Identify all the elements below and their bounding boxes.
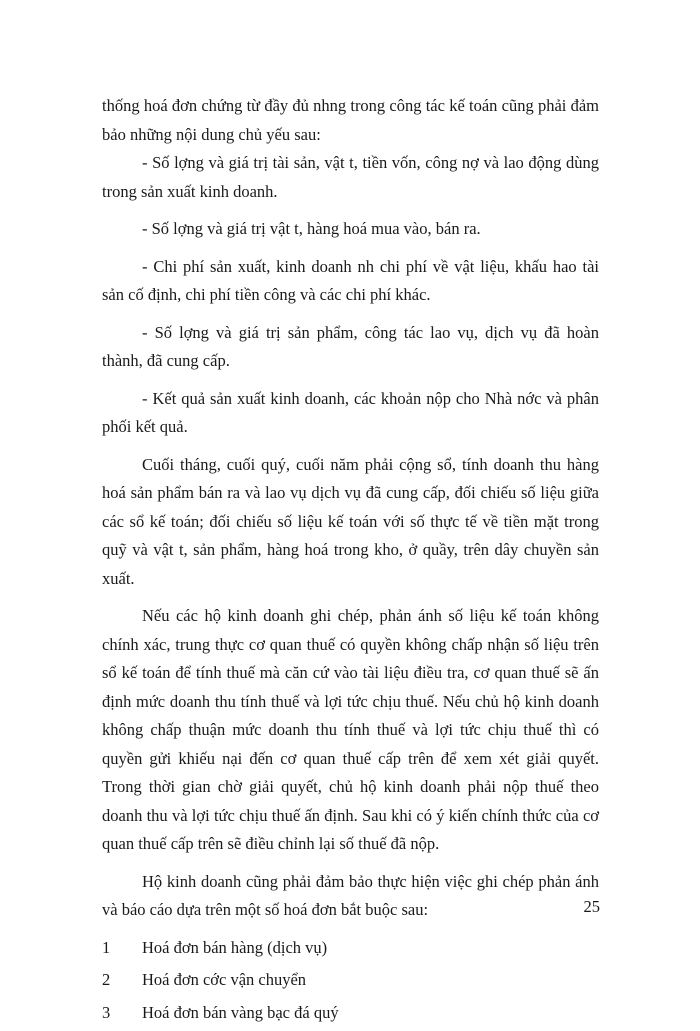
bullet-goods: - Số lợng và giá trị vật t, hàng hoá mua vào, bán ra. — [142, 219, 481, 238]
paragraph-invoices: Hộ kinh doanh cũng phải đảm bảo thực hiện việc ghi chép phản ánh và báo cáo dựa trên một số hoá đơn bắt buộc sau: — [102, 871, 599, 919]
list-item-number: 1 — [102, 937, 111, 957]
list-item-text: Hoá đơn cớc vận chuyển — [142, 970, 307, 989]
list-item — [102, 966, 599, 995]
bullet-products: - Số lợng và giá trị sản phẩm, công tác lao vụ, dịch vụ đã hoàn thành, đã cung cấp. — [102, 322, 599, 370]
list-item-number: 3 — [102, 1002, 111, 1022]
bullet-costs: - Chi phí sản xuất, kinh doanh nh chi phí về vật liệu, khấu hao tài sản cố định, chi phí tiền công và các chi phí khác. — [102, 256, 599, 304]
paragraph-period-end: Cuối tháng, cuối quý, cuối năm phải cộng sổ, tính doanh thu hàng hoá sản phẩm bán ra và lao vụ dịch vụ đã cung cấp, đối chiếu số liệu giữa các sổ kế toán; đối chiếu số liệu kế toán với số thực tế về tiền mặt trong quỹ và vật t, sản phẩm, hàng hoá trong kho, ở quầy, trên dây chuyền sản xuất. — [102, 454, 599, 588]
page-body — [102, 92, 599, 1031]
list-item-text: Hoá đơn bán vàng bạc đá quý — [142, 1002, 339, 1022]
bullet-results: - Kết quả sản xuất kinh doanh, các khoản nộp cho Nhà nớc và phân phối kết quả. — [102, 388, 599, 436]
list-item-number: 2 — [102, 970, 111, 989]
page-number: 25 — [583, 897, 600, 916]
bullet-assets: - Số lợng và giá trị tài sản, vật t, tiền vốn, công nợ và lao động dùng trong sản xuất kinh doanh. — [102, 153, 599, 201]
paragraph-intro: thống hoá đơn chứng từ đầy đủ nhng trong công tác kế toán cũng phải đảm bảo những nội dung chủ yếu sau: — [102, 96, 599, 144]
list-item-text: Hoá đơn bán hàng (dịch vụ) — [142, 937, 328, 957]
invoice-list — [102, 934, 599, 1028]
list-item — [102, 934, 599, 963]
paragraph-tax-authority: Nếu các hộ kinh doanh ghi chép, phản ánh số liệu kế toán không chính xác, trung thực cơ quan thuế có quyền không chấp nhận số liệu trên sổ kế toán để tính thuế mà căn cứ vào tài liệu điều tra, cơ quan thuế sẽ ấn định mức doanh thu tính thuế và lợi tức chịu thuế. Nếu chủ hộ kinh doanh không chấp thuận mức doanh thu tính thuế và lợi tức chịu thuế thì có quyền gửi khiếu nại đến cơ quan thuế cấp trên để xem xét giải quyết. Trong thời gian chờ giải quyết, chủ hộ kinh doanh phải nộp thuế theo doanh thu và lợi tức chịu thuế ấn định. Sau khi có ý kiến chính thức của cơ quan thuế cấp trên sẽ điều chỉnh lại số thuế đã nộp. — [102, 606, 599, 853]
list-item — [102, 999, 599, 1028]
